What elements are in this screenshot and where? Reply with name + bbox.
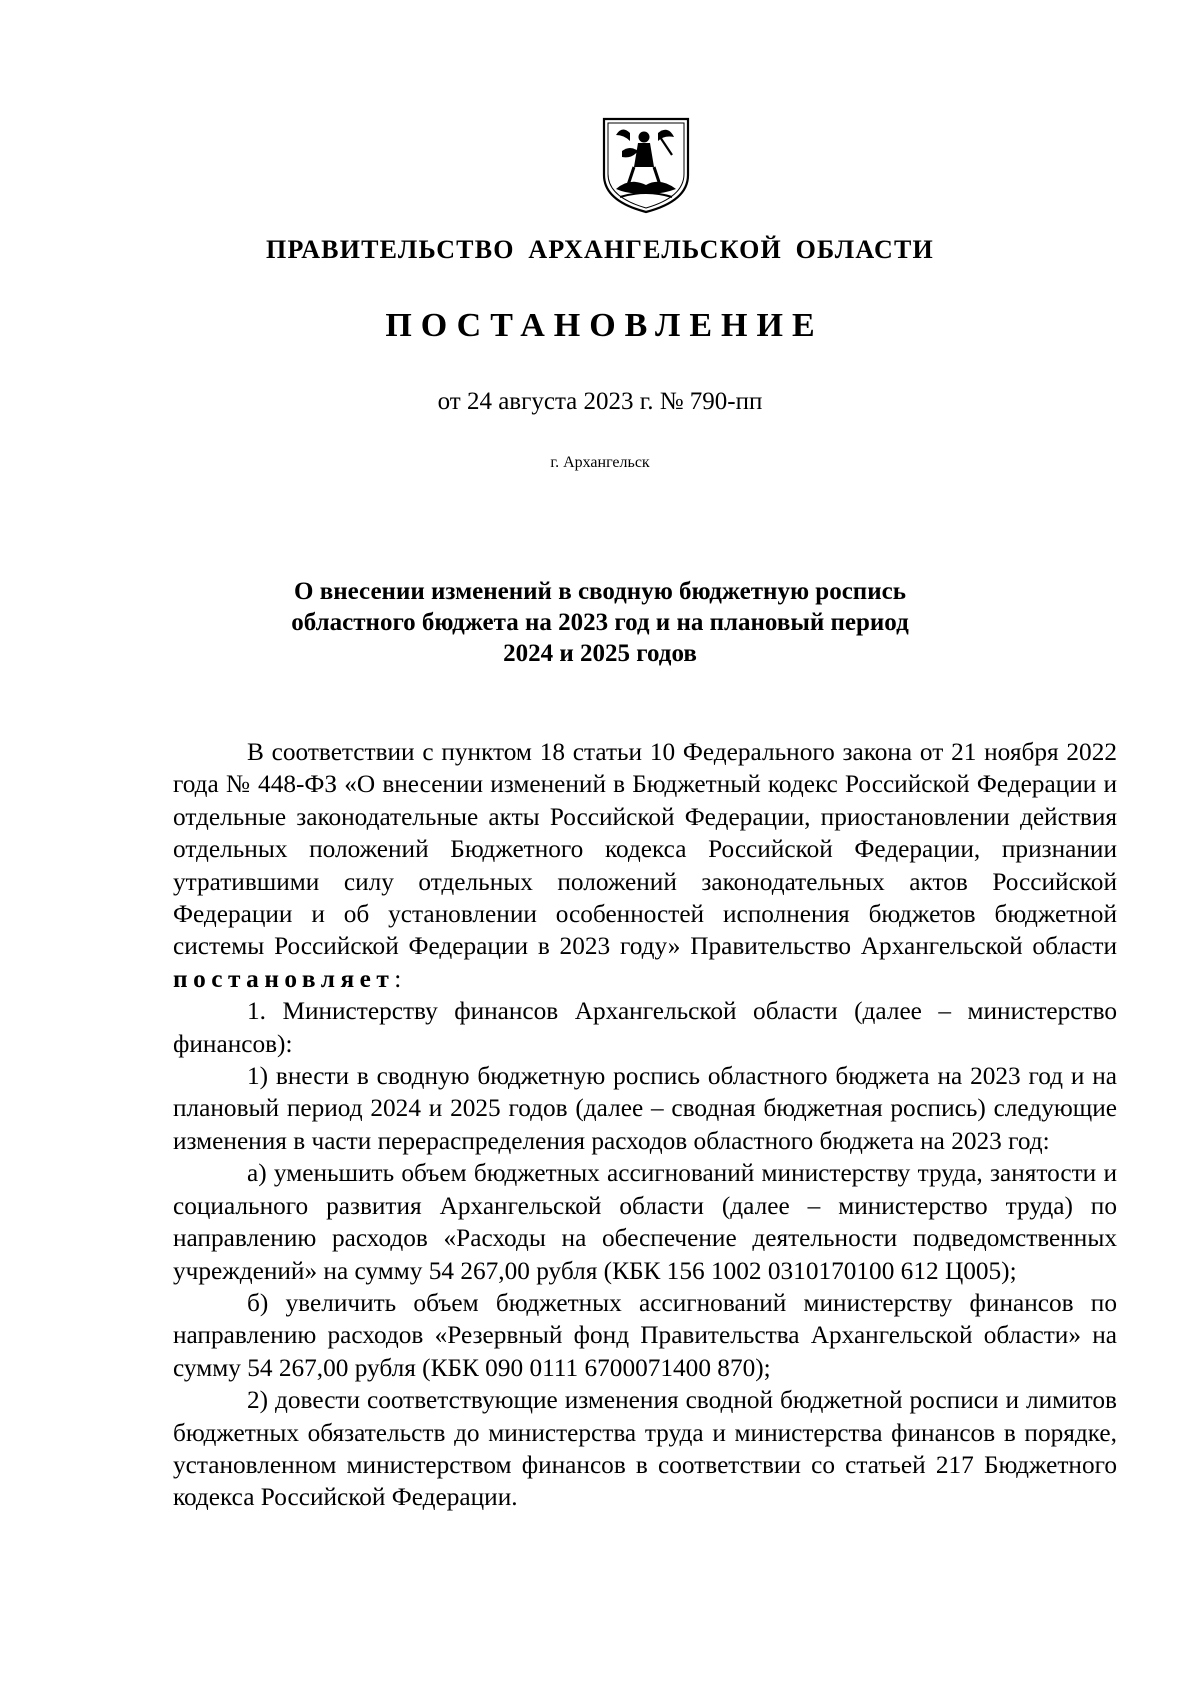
resolves-colon: : (394, 964, 402, 993)
resolves-word: постановляет (173, 964, 395, 993)
document-subject (260, 576, 940, 669)
document-date-number: от 24 августа 2023 г. № 790-пп (437, 388, 763, 415)
subject-line-2: областного бюджета на 2023 год и на плановый период (291, 609, 909, 636)
document-type-title: ПОСТАНОВЛЕНИЕ (385, 307, 824, 344)
item-1-2-paragraph: 2) довести соответствующие изменения сводной бюджетной росписи и лимитов бюджетных обязательств до министерства труда и министерства финансов в порядке, установленном министерством финансов в соответствии со статьей 217 Бюджетного кодекса Российской Федерации. (173, 1386, 1117, 1512)
item-1-1-b-paragraph: б) увеличить объем бюджетных ассигнований министерству финансов по направлению расходов «Резервный фонд Правительства Архангельской области» на сумму 54 267,00 рубля (КБК 090 0111 6700071400 870); (173, 1288, 1117, 1382)
coat-of-arms-emblem (600, 115, 692, 215)
subject-line-3: 2024 и 2025 годов (503, 640, 697, 667)
preamble-paragraph (173, 736, 1117, 995)
subject-line-1: О внесении изменений в сводную бюджетную роспись (294, 578, 906, 605)
item-1-1-paragraph: 1) внести в сводную бюджетную роспись областного бюджета на 2023 год и на плановый период 2024 и 2025 годов (далее – сводная бюджетная роспись) следующие изменения в части перераспределения расходов областного бюджета на 2023 год: (173, 1062, 1117, 1155)
organization-title: ПРАВИТЕЛЬСТВО АРХАНГЕЛЬСКОЙ ОБЛАСТИ (266, 235, 934, 264)
document-city: г. Архангельск (550, 454, 650, 471)
preamble-text: В соответствии с пунктом 18 статьи 10 Федерального закона от 21 ноября 2022 года № 448-ФЗ «О внесении изменений в Бюджетный кодекс Российской Федерации и отдельные законодательные акты Российской Федерации, приостановлении действия отдельных положений Бюджетного кодекса Российской Федерации, признании утратившими силу отдельных положений законодательных актов Российской Федерации и об установлении особенностей исполнения бюджетов бюджетной системы Российской Федерации в 2023 году» Правительство Архангельской области (173, 738, 1117, 961)
document-body (173, 736, 1117, 1514)
item-1-1-a-paragraph: а) уменьшить объем бюджетных ассигнований министерству труда, занятости и социального развития Архангельской области (далее – министерство труда) по направлению расходов «Расходы на обеспечение деятельности подведомственных учреждений» на сумму 54 267,00 рубля (КБК 156 1002 0310170100 612 Ц005); (173, 1159, 1117, 1285)
item-1-paragraph: 1. Министерству финансов Архангельской области (далее – министерство финансов): (173, 997, 1117, 1058)
